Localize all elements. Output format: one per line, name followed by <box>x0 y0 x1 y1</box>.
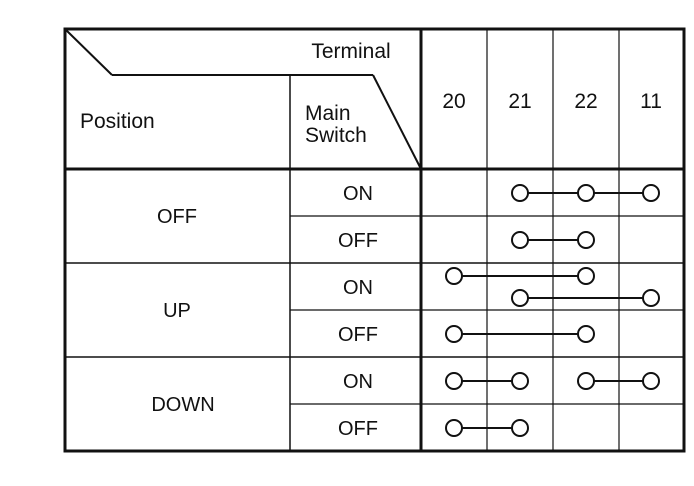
main-switch-label-line1: Main <box>305 102 351 125</box>
main-switch-state-5: ON <box>343 371 373 393</box>
terminal-20-contact <box>446 420 462 436</box>
main-switch-state-1: ON <box>343 183 373 205</box>
terminal-11-contact <box>643 290 659 306</box>
table-header <box>80 40 662 147</box>
terminal-22-contact <box>578 373 594 389</box>
terminal-11-contact <box>643 185 659 201</box>
terminal-21-contact <box>512 290 528 306</box>
main-switch-state-3: ON <box>343 277 373 299</box>
main-switch-column <box>338 183 378 440</box>
terminal-22-contact <box>578 185 594 201</box>
main-switch-label-line2: Switch <box>305 124 367 147</box>
terminal-21-contact <box>512 185 528 201</box>
position-down-label: DOWN <box>151 394 215 416</box>
terminal-22-contact <box>578 268 594 284</box>
terminal-21-contact <box>512 232 528 248</box>
main-switch-state-2: OFF <box>338 230 378 252</box>
terminal-label: Terminal <box>311 40 391 63</box>
header-diagonal-right <box>373 75 421 169</box>
terminal-21-contact <box>512 420 528 436</box>
position-column <box>151 206 214 416</box>
terminal-21-contact <box>512 373 528 389</box>
terminal-20-contact <box>446 268 462 284</box>
position-label: Position <box>80 110 155 133</box>
terminal-22-contact <box>578 326 594 342</box>
terminal-21-label: 21 <box>508 90 532 113</box>
terminal-20-contact <box>446 326 462 342</box>
terminal-20-contact <box>446 373 462 389</box>
position-up-label: UP <box>163 300 191 322</box>
main-switch-state-4: OFF <box>338 324 378 346</box>
header-diagonal-left <box>65 29 112 75</box>
main-switch-state-6: OFF <box>338 418 378 440</box>
position-off-label: OFF <box>157 206 197 228</box>
terminal-11-contact <box>643 373 659 389</box>
terminal-22-label: 22 <box>574 90 598 113</box>
terminal-22-contact <box>578 232 594 248</box>
terminal-20-label: 20 <box>442 90 466 113</box>
terminal-11-label: 11 <box>640 90 662 113</box>
